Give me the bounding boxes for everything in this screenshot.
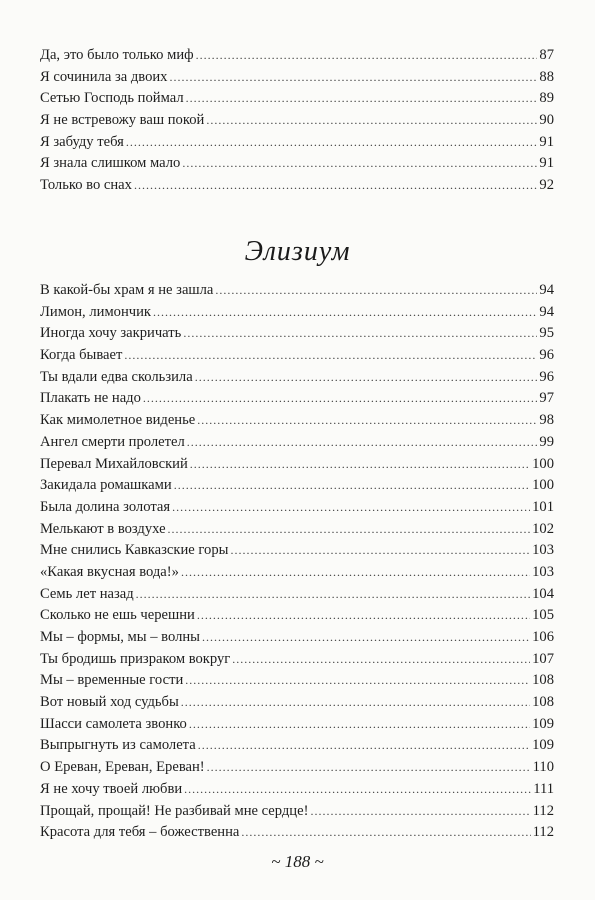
toc-entry [40,779,554,801]
dot-leader [134,175,537,197]
toc-entry [40,714,554,736]
toc-entry-title: Ты бродишь призраком вокруг [40,650,231,667]
toc-entry-page: 97 [539,390,554,407]
toc-entry-title: Мы – формы, мы – волны [40,629,200,645]
toc-entry-title: Как мимолетное виденье [40,412,196,429]
toc-entry-page: 94 [539,282,554,298]
toc-entry [40,367,554,389]
toc-entry [40,67,554,89]
toc-entry-page: 100 [532,477,554,494]
toc-entry-title: Шасси самолета звонко [40,715,187,732]
dot-leader [184,779,531,801]
dot-leader [172,497,530,519]
toc-entry-page: 100 [532,455,554,472]
dot-leader [195,367,538,389]
toc-entry [40,323,554,345]
dot-leader [183,323,537,345]
dot-leader [197,605,530,627]
toc-entry [40,562,554,584]
toc-entry [40,132,554,154]
toc-entry-title: Сетью Господь поймал [40,90,184,107]
toc-entry-page: 99 [539,433,554,450]
toc-entry [40,801,554,823]
toc-entry-title: Лимон, лимончик [40,303,152,320]
page-number: ~ 188 ~ [271,852,324,871]
toc-entry [40,822,554,844]
toc-entry-page: 96 [539,368,554,385]
toc-entry [40,280,554,302]
dot-leader [182,153,537,175]
toc-entry-title: Мне снились Кавказские горы [40,542,229,559]
dot-leader [136,584,530,606]
toc-entry [40,302,554,324]
toc-entry [40,627,554,649]
toc-entry [40,519,554,541]
dot-leader [124,345,537,367]
toc-entry-page: 104 [532,585,554,602]
toc-entry-title: Мы – временные гости [40,672,184,689]
toc-entry [40,649,554,671]
toc-entry-page: 101 [532,498,554,515]
toc-entry [40,345,554,367]
dot-leader [232,649,530,671]
toc-entry-title: Ты вдали едва скользила [40,368,193,385]
toc-entry-page: 90 [539,112,554,129]
toc-entry-page: 108 [532,672,554,689]
toc-entry-title: «Какая вкусная вода!» [40,563,179,580]
toc-entry [40,410,554,432]
dot-leader [196,45,538,67]
dot-leader [310,801,530,823]
dot-leader [153,302,537,324]
toc-entry-page: 108 [532,694,554,711]
dot-leader [126,132,538,154]
toc-entry [40,540,554,562]
toc-entry-title: Я забуду тебя [40,133,124,150]
table-of-contents-top [40,45,554,197]
toc-entry-title: Красота для тебя – божественна [40,824,240,841]
toc-entry-page: 112 [532,802,554,819]
dot-leader [168,519,531,541]
toc-entry-title: Плакать не надо [40,390,141,407]
dot-leader [241,822,530,844]
toc-entry [40,454,554,476]
toc-entry [40,605,554,627]
toc-entry-title: Я не встревожу ваш покой [40,112,205,129]
toc-entry-title: Семь лет назад [40,585,134,602]
toc-entry-page: 109 [532,737,554,754]
toc-entry-page: 112 [532,824,554,841]
dot-leader [207,757,531,779]
toc-entry-title: Сколько не ешь черешни [40,607,195,624]
dot-leader [186,88,538,110]
toc-entry-title: Я не хочу твоей любви [40,780,183,797]
toc-entry [40,175,554,197]
toc-entry-page: 109 [532,715,554,732]
toc-entry [40,88,554,110]
toc-entry [40,432,554,454]
dot-leader [215,280,537,302]
toc-entry-page: 107 [532,650,554,667]
toc-entry [40,670,554,692]
toc-entry-page: 111 [533,780,554,797]
toc-entry-title: Я сочинила за двоих [40,68,168,85]
toc-entry-page: 110 [532,759,554,776]
dot-leader [230,540,530,562]
toc-entry-title: Мелькают в воздухе [40,520,166,537]
dot-leader [189,714,530,736]
dot-leader [190,454,530,476]
toc-entry [40,110,554,132]
toc-entry-page: 98 [539,412,554,429]
toc-entry [40,475,554,497]
dot-leader [174,475,530,497]
toc-entry-title: Закидала ромашками [40,477,172,494]
toc-entry-title: Когда бывает [40,347,123,364]
toc-entry-page: 103 [532,563,554,580]
toc-entry-title: Выпрыгнуть из самолета [40,737,196,754]
toc-entry [40,735,554,757]
dot-leader [187,432,538,454]
toc-entry-page: 96 [539,347,554,364]
toc-entry-title: Я знала слишком мало [40,155,181,172]
dot-leader [143,388,538,410]
toc-entry-title: В какой-бы храм я не зашла [40,282,214,298]
toc-entry [40,584,554,606]
toc-entry-page: 103 [532,542,554,559]
toc-entry-title: Ангел смерти пролетел [40,433,185,450]
dot-leader [181,692,530,714]
toc-entry-title: Перевал Михайловский [40,455,188,472]
toc-entry-title: Была долина золотая [40,498,171,515]
toc-entry-page: 92 [539,177,554,194]
toc-entry-title: Прощай, прощай! Не разбивай мне сердце! [40,802,309,819]
toc-entry-title: Только во снах [40,177,132,194]
toc-entry-page: 89 [539,90,554,107]
toc-entry-page: 91 [539,133,554,150]
toc-entry-page: 87 [539,47,554,63]
toc-entry [40,757,554,779]
toc-entry [40,153,554,175]
toc-entry [40,388,554,410]
toc-entry-title: Вот новый ход судьбы [40,694,179,711]
dot-leader [198,735,530,757]
toc-entry-page: 102 [532,520,554,537]
section-title: Элизиум [244,236,351,267]
toc-entry-title: Иногда хочу закричать [40,325,182,342]
toc-entry-page: 106 [532,629,554,645]
toc-entry-page: 94 [539,303,554,320]
dot-leader [181,562,530,584]
toc-entry-title: Да, это было только миф [40,47,194,63]
toc-entry [40,692,554,714]
table-of-contents-section [40,280,554,844]
dot-leader [202,627,530,649]
dot-leader [206,110,537,132]
toc-entry [40,497,554,519]
toc-entry-page: 88 [539,68,554,85]
dot-leader [169,67,537,89]
dot-leader [197,410,537,432]
toc-entry [40,45,554,67]
dot-leader [185,670,530,692]
toc-entry-page: 91 [539,155,554,172]
toc-entry-title: О Ереван, Ереван, Ереван! [40,759,205,776]
toc-entry-page: 95 [539,325,554,342]
toc-entry-page: 105 [532,607,554,624]
